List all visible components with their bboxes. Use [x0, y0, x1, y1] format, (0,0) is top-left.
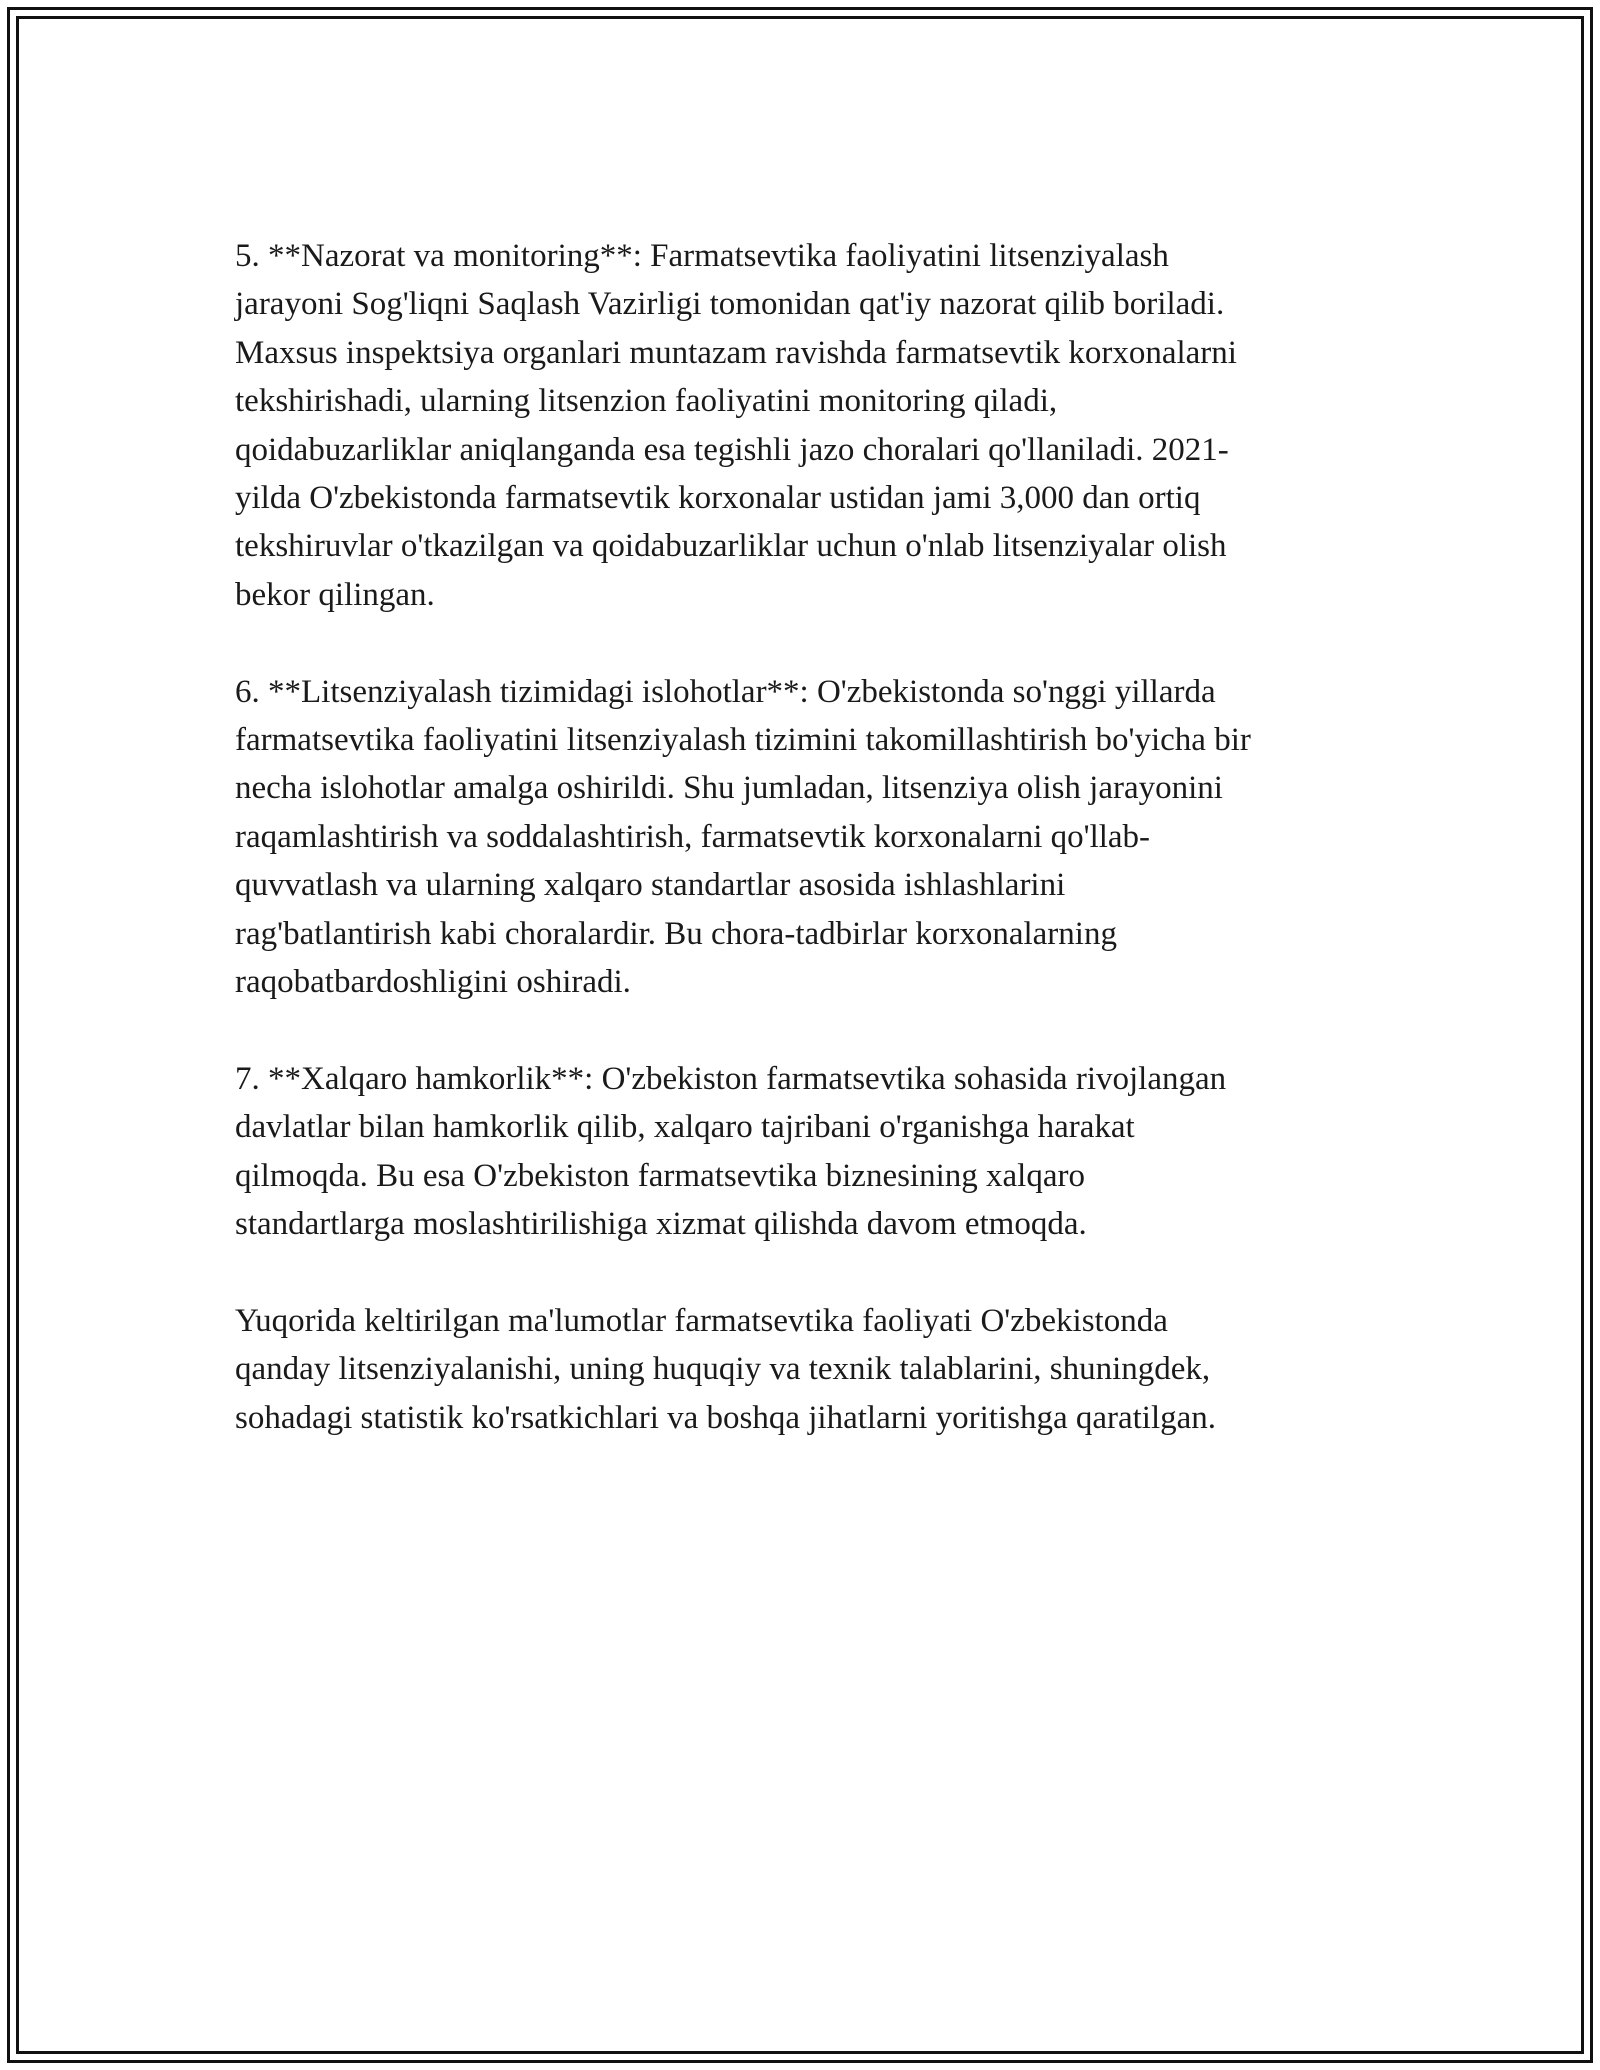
text-line: Maxsus inspektsiya organlari muntazam ravishda farmatsevtik korxonalarni — [235, 334, 1237, 371]
document-body — [235, 232, 1375, 1442]
text-line: rag'batlantirish kabi choralardir. Bu chora-tadbirlar korxonalarning — [235, 915, 1117, 952]
text-line: necha islohotlar amalga oshirildi. Shu jumladan, litsenziya olish jarayonini — [235, 770, 1223, 807]
text-line: tekshirishadi, ularning litsenzion faoliyatini monitoring qiladi, — [235, 383, 1058, 420]
text-line: yilda O'zbekistonda farmatsevtik korxonalar ustidan jami 3,000 dan ortiq — [235, 480, 1201, 517]
text-line: Yuqorida keltirilgan ma'lumotlar farmatsevtika faoliyati O'zbekistonda — [235, 1302, 1168, 1339]
text-line: 5. **Nazorat va monitoring**: Farmatsevtika faoliyatini litsenziyalash — [235, 238, 1169, 274]
paragraph-xalqaro-hamkorlik — [235, 1055, 1375, 1249]
text-line: tekshiruvlar o'tkazilgan va qoidabuzarliklar uchun o'nlab litsenziyalar olish — [235, 528, 1227, 565]
text-line: raqobatbardoshligini oshiradi. — [235, 964, 631, 1001]
paragraph-conclusion — [235, 1297, 1375, 1442]
text-line: 7. **Xalqaro hamkorlik**: O'zbekiston farmatsevtika sohasida rivojlangan — [235, 1060, 1227, 1097]
text-line: standartlarga moslashtirilishiga xizmat qilishda davom etmoqda. — [235, 1206, 1087, 1243]
paragraph-litsenziyalash-islohotlar — [235, 668, 1375, 1007]
text-line: qilmoqda. Bu esa O'zbekiston farmatsevtika biznesining xalqaro — [235, 1157, 1085, 1194]
text-line: raqamlashtirish va soddalashtirish, farmatsevtik korxonalarni qo'llab- — [235, 818, 1151, 855]
text-line: bekor qilingan. — [235, 576, 435, 613]
text-line: qoidabuzarliklar aniqlanganda esa tegishli jazo choralari qo'llaniladi. 2021- — [235, 431, 1229, 468]
text-line: davlatlar bilan hamkorlik qilib, xalqaro tajribani o'rganishga harakat — [235, 1109, 1135, 1146]
paragraph-nazorat-va-monitoring — [235, 232, 1375, 619]
text-line: quvvatlash va ularning xalqaro standartlar asosida ishlashlarini — [235, 867, 1066, 904]
text-line: qanday litsenziyalanishi, uning huquqiy va texnik talablarini, shuningdek, — [235, 1351, 1211, 1388]
text-line: farmatsevtika faoliyatini litsenziyalash tizimini takomillashtirish bo'yicha bir — [235, 722, 1251, 759]
text-line: sohadagi statistik ko'rsatkichlari va boshqa jihatlarni yoritishga qaratilgan. — [235, 1399, 1217, 1436]
text-line: jarayoni Sog'liqni Saqlash Vazirligi tomonidan qat'iy nazorat qilib boriladi. — [235, 286, 1225, 323]
text-line: 6. **Litsenziyalash tizimidagi islohotlar**: O'zbekistonda so'nggi yillarda — [235, 673, 1216, 710]
